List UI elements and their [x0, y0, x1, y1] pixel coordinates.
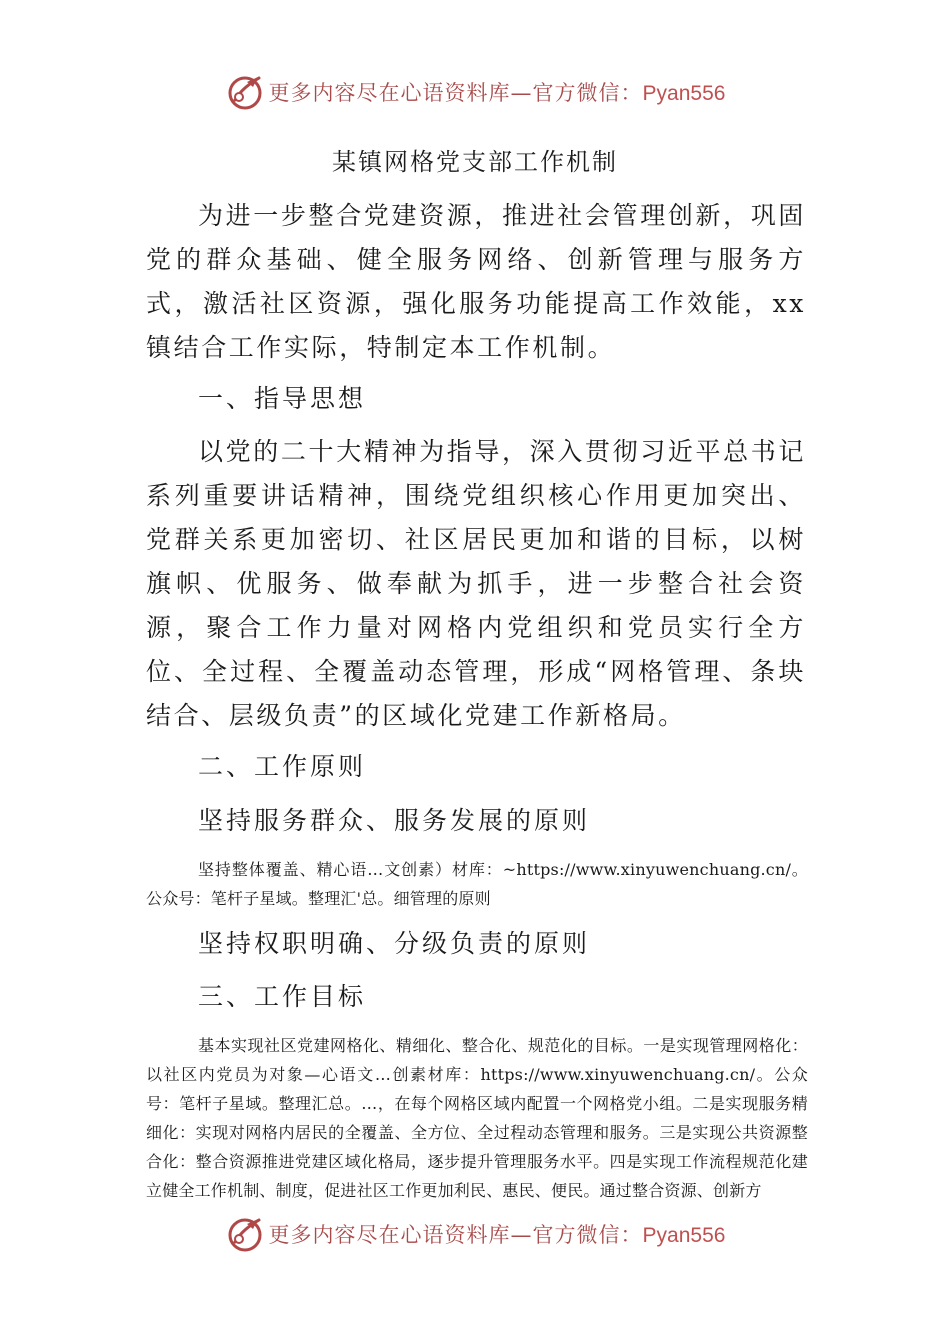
banner-dash: —	[510, 81, 533, 105]
logo-icon	[225, 72, 265, 112]
section1-heading: 一、指导思想	[198, 384, 367, 413]
logo-icon	[225, 1214, 265, 1254]
section3-heading: 三、工作目标	[198, 982, 367, 1011]
banner-text: 更多内容尽在心语资料库	[268, 1223, 511, 1247]
section2-heading: 二、工作原则	[198, 752, 367, 781]
header-banner	[0, 70, 950, 114]
section1-body: 以党的二十大精神为指导，深入贯彻习近平总书记系列重要讲话精神，围绕党组织核心作用更加突出、党群关系更加密切、社区居民更加和谐的目标，以树旗帜、优服务、做奉献为抓手，进一步整合社会资源，聚合工作力量对网格内党组织和党员实行全方位、全过程、全覆盖动态管理，形成“网格管理、条块结合、层级负责”的区域化党建工作新格局。	[146, 437, 806, 730]
section3-body: 基本实现社区党建网格化、精细化、整合化、规范化的目标。一是实现管理网格化：以社区内党员为对象—心语文…创素材库：https://www.xinyuwenchuang.cn/。公众号：笔杆子星域。整理汇总。…，在每个网格区域内配置一个网格党小组。二是实现服务精细化：实现对网格内居民的全覆盖、全方位、全过程动态管理和服务。三是实现公共资源整合化：整合资源推进党建区域化格局，逐步提升管理服务水平。四是实现工作流程规范化建立健全工作机制、制度，促进社区工作更加利民、惠民、便民。通过整合资源、创新方	[146, 1036, 808, 1200]
banner-text: 更多内容尽在心语资料库	[268, 81, 511, 105]
principle-note: 坚持整体覆盖、精心语…文创素）材库：~https://www.xinyuwenchuang.cn/。公众号：笔杆子星域。整理汇'总。细管理的原则	[146, 860, 808, 908]
footer-banner	[0, 1212, 950, 1256]
principle-responsibility: 坚持权职明确、分级负责的原则	[198, 929, 591, 958]
banner-wechat-handle: Pyan556	[642, 1224, 726, 1247]
banner-wechat-label: 官方微信：	[532, 81, 643, 105]
banner-wechat-handle: Pyan556	[642, 82, 726, 105]
banner-dash: —	[510, 1223, 533, 1247]
banner-wechat-label: 官方微信：	[532, 1223, 643, 1247]
principle-service: 坚持服务群众、服务发展的原则	[198, 806, 591, 835]
document-title: 某镇网格党支部工作机制	[332, 148, 618, 176]
intro-paragraph: 为进一步整合党建资源，推进社会管理创新，巩固党的群众基础、健全服务网络、创新管理与服务方式，激活社区资源，强化服务功能提高工作效能，xx镇结合工作实际，特制定本工作机制。	[146, 201, 806, 362]
